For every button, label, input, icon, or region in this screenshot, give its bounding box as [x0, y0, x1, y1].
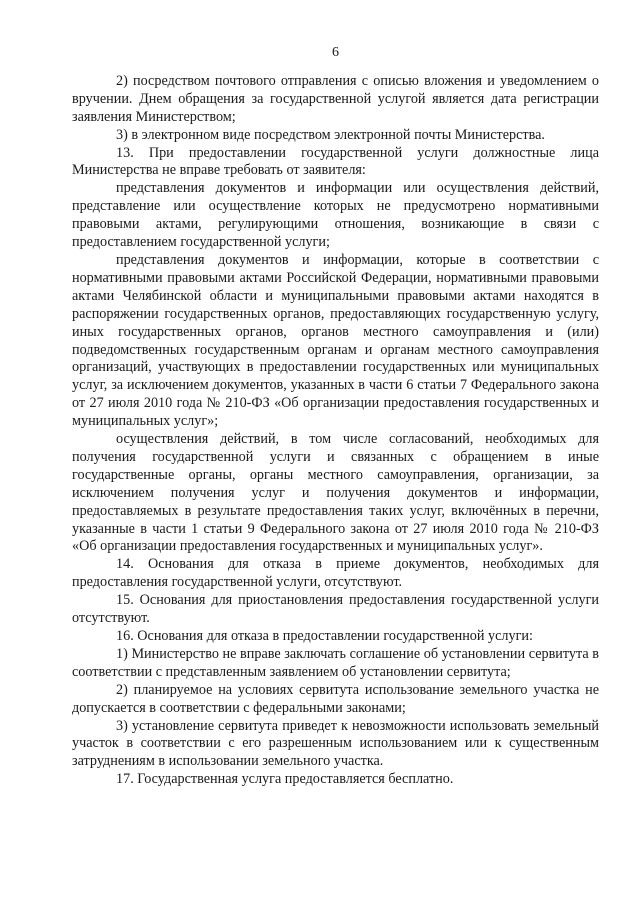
- paragraph-16: 16. Основания для отказа в предоставлении государственной услуги:: [116, 628, 533, 644]
- paragraph-13-clause-2: представления документов и информации, которые в соответствии с нормативными правовыми актами Российской Федерации, нормативными правовыми актами Челябинской области и муниципальными правовыми актами находятся в распоряжении государственных органов, предоставляющих государственную услугу, иных государственных органов, органов местного самоуправления и (или) подведомственных государственным органам и органам местного самоуправления организаций, участвующих в предоставлении государственных или муниципальных услуг, за исключением документов, указанных в части 6 статьи 7 Федерального закона от 27 июля 2010 года № 210-ФЗ «Об организации предоставления государственных и муниципальных услуг»;: [72, 251, 599, 430]
- paragraph-16-item-2: 2) планируемое на условиях сервитута использование земельного участка не допускается в соответствии с федеральными законами;: [72, 681, 599, 716]
- page-number: 6: [332, 45, 339, 60]
- paragraph-item-3-electronic: 3) в электронном виде посредством электронной почты Министерства.: [116, 126, 545, 143]
- paragraph-13-clause-1: представления документов и информации или осуществления действий, представление или осуществление которых не предусмотрено нормативными правовыми актами, регулирующими отношения, возникающие в связи с предоставлением государственной услуги;: [72, 180, 599, 251]
- paragraph-item-2-postal: 2) посредством почтового отправления с описью вложения и уведомлением о вручении. Днем обращения за государственной услугой является дата регистрации заявления Министерством;: [72, 72, 599, 125]
- paragraph-15: 15. Основания для приостановления предоставления государственной услуги отсутствуют.: [72, 592, 599, 627]
- paragraph-16-item-1: 1) Министерство не вправе заключать соглашение об установлении сервитута в соответствии с представленным заявлением об установлении сервитута;: [72, 645, 599, 680]
- paragraph-13: 13. При предоставлении государственной услуги должностные лица Министерства не вправе требовать от заявителя:: [72, 144, 599, 179]
- paragraph-14: 14. Основания для отказа в приеме документов, необходимых для предоставления государственной услуги, отсутствуют.: [72, 556, 599, 591]
- paragraph-17: 17. Государственная услуга предоставляется бесплатно.: [116, 771, 454, 788]
- paragraph-16-item-3: 3) установление сервитута приведет к невозможности использовать земельный участок в соответствии с его разрешенным использованием или к существенным затруднениям в использовании земельного участка.: [72, 717, 599, 770]
- paragraph-13-clause-3: осуществления действий, в том числе согласований, необходимых для получения государственной услуги и связанных с обращением в иные государственные органы, органы местного самоуправления, организации, за исключением получения услуг и получения документов и информации, предоставляемых в результате предоставления таких услуг, включённых в перечни, указанные в части 1 статьи 9 Федерального закона от 27 июля 2010 года № 210-ФЗ «Об организации предоставления государственных и муниципальных услуг».: [72, 431, 599, 555]
